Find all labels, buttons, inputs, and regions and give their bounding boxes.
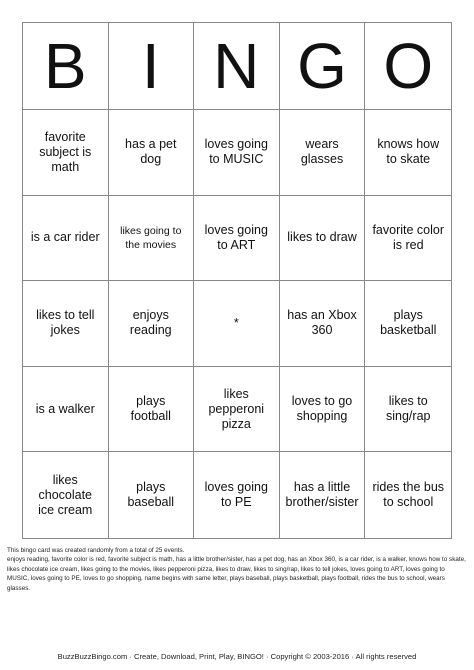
bingo-cell: has a little brother/sister [280, 452, 366, 538]
bingo-cell: loves to go shopping [280, 367, 366, 453]
bingo-cell: likes chocolate ice cream [23, 452, 109, 538]
bingo-cell: favorite subject is math [23, 110, 109, 196]
bingo-cell: knows how to skate [365, 110, 451, 196]
bingo-cell: favorite color is red [365, 196, 451, 282]
bingo-cell: plays baseball [109, 452, 195, 538]
bingo-cell: wears glasses [280, 110, 366, 196]
bingo-cell: loves going to PE [194, 452, 280, 538]
bingo-cell: likes going to the movies [109, 196, 195, 282]
bingo-cell: loves going to MUSIC [194, 110, 280, 196]
bingo-cell: loves going to ART [194, 196, 280, 282]
footnote-title: This bingo card was created randomly from a total of 25 events. [7, 547, 185, 554]
footnote-events: enjoys reading, favorite color is red, favorite subject is math, has a little brother/sister, has a pet dog, has an Xbox 360, is a car rider, is a walker, knows how to skate, likes chocolate ice cream, likes going to the movies, likes pepperoni pizza, likes to draw, likes to sing/rap, likes to tell jokes, loves going to ART, loves going to MUSIC, loves going to PE, loves to go shopping, name begins with same letter, plays baseball, plays basketball, plays football, rides the bus to school, wears glasses. [7, 556, 466, 592]
bingo-cell: likes to draw [280, 196, 366, 282]
bingo-card [22, 22, 452, 539]
bingo-cell: likes to sing/rap [365, 367, 451, 453]
bingo-cell: likes pepperoni pizza [194, 367, 280, 453]
bingo-cell: enjoys reading [109, 281, 195, 367]
bingo-cell: rides the bus to school [372, 480, 445, 510]
bingo-cell: is a car rider [23, 196, 109, 282]
bingo-cell: is a walker [23, 367, 109, 453]
site-footer: BuzzBuzzBingo.com · Create, Download, Print, Play, BINGO! · Copyright © 2003-2016 · All rights reserved [57, 652, 417, 661]
header-letter-o: O [365, 23, 451, 110]
header-letter-b: B [23, 23, 109, 110]
free-space-cell: * [194, 281, 280, 367]
bingo-cell: likes to tell jokes [23, 281, 109, 367]
header-letter-n: N [194, 23, 280, 110]
bingo-cell: plays basketball [365, 281, 451, 367]
bingo-cell: has a pet dog [109, 110, 195, 196]
header-letter-i: I [109, 23, 195, 110]
card-footnote [7, 546, 467, 593]
bingo-cell: has an Xbox 360 [280, 281, 366, 367]
bingo-cell: plays football [109, 367, 195, 453]
header-letter-g: G [280, 23, 366, 110]
